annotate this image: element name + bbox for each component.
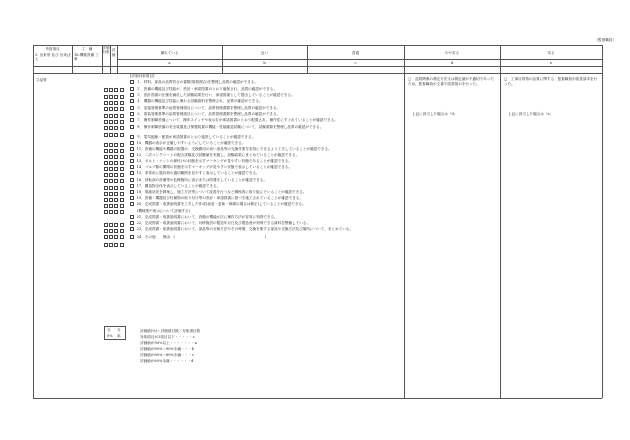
target-checkbox[interactable] [109,243,113,247]
item-checkbox[interactable] [130,93,134,97]
target-checkbox-group [104,99,125,104]
item-label: ９．電気配線・配管が承諾図書のとおり施設していることが確認できる。 [136,135,256,139]
col-divider-6 [307,45,308,73]
target-checkbox-group [104,80,125,85]
evaluation-item [130,153,299,158]
evaluation-item [130,190,306,195]
target-checkbox-group [104,202,125,207]
calc-label: 率 [117,334,121,338]
item-checkbox[interactable] [130,184,134,188]
target-checkbox[interactable] [120,243,124,247]
section-subheading: [評価対象項目] [130,74,155,78]
item-label: 11．設備の機能や機器の配置が、交換費用の高い部品等の交換作業を容易にできるよう工夫していることが確認できる。 [136,147,332,151]
target-checkbox-group [104,184,125,189]
criteria-row: 評価値が80%～90%未満・・・b [140,347,195,351]
item-label: 22．完成図書・取扱説明書において、対移施設の製造年月日及び製造者が判別できる資料を整備している。 [136,221,310,225]
grade-d-label: やや劣る [444,51,460,55]
evaluation-item [130,135,255,140]
item-label: 17．構造物全体を表示していることが確認できる。 [136,184,221,188]
item-label: 15．非常用に過負荷の適切範囲を見やすく表示していることが確認できる。 [136,171,260,175]
item-label: ８．操作制御設備の安全装置及び保護装置の機能・性能確認試験について、試験書類を整理し品質の確認ができる。 [136,125,324,129]
col-divider-4 [117,45,118,73]
evaluation-item [130,106,280,111]
header-col-score: 評価 [111,48,116,57]
target-checkbox-group [104,112,125,117]
evaluation-item [130,227,353,232]
grade-c-label: 普通 [351,51,360,55]
evaluation-item [130,112,280,117]
evaluation-item [130,165,292,170]
header-col-worktype: 工 種 [81,47,93,51]
item-checkbox[interactable] [130,118,134,122]
evaluation-item [130,141,245,146]
target-checkbox-group [104,147,125,152]
target-checkbox-group [104,221,125,226]
item-checkbox[interactable] [130,215,134,219]
evaluation-item [130,80,258,85]
target-checkbox-group [104,227,125,232]
grade-b-code: b [263,61,266,65]
target-checkbox-group [104,196,125,201]
target-checkbox[interactable] [114,243,118,247]
item-checkbox[interactable] [130,135,134,139]
item-checkbox[interactable] [130,153,134,157]
evaluation-item [130,196,303,201]
calc-label: 分 [107,327,111,332]
grade-a-label: 優れている [160,51,179,55]
item-label: 20．完成図書・取扱説明書を工夫した作成(表造・更新・修繕の場合は修正)していることが確認できる。 [136,202,306,206]
target-checkbox-group [104,165,125,170]
item-label: 13．ボルト・ナットの締付けの状態を示すマーキングが見やすい状態であることが確認できる。 [136,159,292,163]
item-label: 18．現地状況を勘案し、施工方法等について改善を行うなど積極的に取り組んでいることが確認できる。 [136,190,307,194]
item-label: 12．二次コンクリートの配合試験及び試験値を実施し、試験結果にまとめていることが確認できる。 [136,153,300,157]
item-label: 23．完成図書・取扱説明書において、部品等の点検方法やその時期、交換を要する部品や交換方法及び場所について、まとめている。 [136,227,353,231]
item-label: ３．設計図書の仕様を満足した試験結果を行い、承諾図書として提出していることが確認できる。 [136,93,295,97]
subheader-bottom-border [33,73,602,74]
evaluation-item [130,171,260,176]
target-checkbox-group [104,235,125,240]
item-label: ７．操作制御設備について、操作スイッチや表示灯が承諾図書のとおり配置され、操作性にすぐれていることが確認できる。 [136,118,338,122]
item-checkbox[interactable] [130,106,134,110]
item-label: １．材料、部品の品質符合の書類(規格照合)を整理し品質の確認ができる。 [136,80,258,84]
item-checkbox[interactable] [130,147,134,151]
col-divider-7 [404,45,405,398]
criteria-row: 評価値が90%以上・・・・・・・a [140,341,197,345]
item-label: ５．溶接管理基準の品質管理項目について、品質管理書類を整理し品質の確認ができる。 [136,106,281,110]
evaluation-item [130,125,323,130]
target-checkbox-group [104,118,125,123]
evaluation-item [130,202,306,207]
grade-e-code: e [549,61,553,65]
evaluation-item [130,118,338,123]
item-checkbox[interactable] [130,80,134,84]
target-checkbox-group [104,87,125,92]
evaluation-item [137,209,190,214]
item-label: 16．回転部の設備等の危険箇所に表示または防護をしていることが確認できる。 [136,178,267,182]
item-checkbox[interactable] [130,227,134,231]
table-right-border [602,45,603,398]
target-checkbox-group [104,106,125,111]
item-checkbox[interactable] [130,112,134,116]
target-checkbox-group [104,93,125,98]
item-label: 14．バルブ類の開閉の状態を示すマーキングが見やすい状態で表示していることが確認できる。 [136,165,292,169]
item-checkbox[interactable] [130,235,134,239]
header-col-worktype-value: 16.機械設備 工事 [74,53,99,62]
item-label: ６．塗装管理基準の品質管理項目について、品質管理書類を整理し品質の確認ができる。 [136,112,281,116]
form-label: （監督職員） [594,38,616,42]
evaluation-item [130,215,278,220]
target-checkbox-group [104,141,125,146]
item-checkbox[interactable] [130,171,134,175]
evaluation-item [130,99,263,104]
header-col-target: 評価対象 [102,46,110,55]
table-top-border [33,45,602,46]
target-checkbox-group [104,178,125,183]
grade-d-note: 上記に該当した場合は「d」 [412,112,458,116]
target-checkbox[interactable] [109,210,113,214]
item-label: 24．その他 理由：( ) [136,235,267,239]
evaluation-item [130,147,332,152]
target-checkbox-group [104,215,125,220]
criteria-row: 評価値が60%～80%未満・・・c [140,353,194,357]
item-label: ２．設備の機能及び性能が、設計・承諾図書のとおり確保され、品質の確認ができる。 [136,87,277,91]
calc-label: 分 [117,327,121,332]
item-checkbox[interactable] [130,202,134,206]
target-checkbox-group [104,125,125,130]
criteria-row: 評価値が60%未満・・・・・・d [140,359,194,363]
item-checkbox[interactable] [130,141,134,145]
header-col-category-value: 3. 出来形 及び 出来ばえ [35,53,71,62]
item-label: 19．設備・機器及び付属物の取り付け等の設計・承諾図書に基づき施工されていることが確認できる。 [136,196,303,200]
section-name: ②品質 [36,78,47,82]
grade-d-condition: □ 品質関係の測定方法又は測定値が不適切であったため、監督職員が文書で改善指示を行った。 [408,77,495,86]
header-bottom-border [33,66,602,67]
col-divider-5 [222,45,223,73]
target-checkbox-group [104,153,125,158]
item-checkbox[interactable] [130,159,134,163]
grade-header-divider [117,59,602,60]
target-checkbox[interactable] [120,210,124,214]
grade-c-code: c [354,61,357,65]
criteria-title: 評価値(%)＝評価項目数／対象項目数 [140,329,201,333]
table-left-border [33,45,34,398]
item-checkbox[interactable] [130,178,134,182]
calc-box [104,326,126,340]
target-checkbox[interactable] [114,210,118,214]
evaluation-item [130,87,277,92]
grade-e-label: 劣る [547,51,555,55]
criteria-row: 対象項目が2項目以下・・・・・c [140,335,195,339]
item-label: ４．機器の機能及び性能に係わる試験資料を整理され、品質の確認ができる。 [136,99,263,103]
target-checkbox-group [104,135,125,140]
item-checkbox[interactable] [130,190,134,194]
grade-b-label: 良い [260,51,269,55]
target-checkbox-group [104,171,125,176]
item-checkbox[interactable] [130,99,134,103]
calc-unit: 0% [107,334,113,338]
header-col-category: 考査項目 [45,47,60,51]
evaluation-item [130,93,295,98]
grade-d-code: d [450,61,454,65]
target-checkbox[interactable] [104,243,108,247]
grade-e-note: 上記に該当した場合は「e」 [508,112,554,116]
evaluation-item [130,159,292,164]
item-checkbox[interactable] [130,125,134,129]
table-bottom-border [33,398,602,399]
item-checkbox[interactable] [130,165,134,169]
item-checkbox[interactable] [130,87,134,91]
col-divider-8 [500,45,501,398]
item-label: 10．機器の表示が正確しやすいようにしていることが確認できる。 [136,141,246,145]
target-checkbox-group [104,159,125,164]
grade-a-code: a [168,61,171,65]
evaluation-item [130,235,266,240]
evaluation-item [130,178,267,183]
target-checkbox-group [104,190,125,195]
grade-e-condition: □ 工事目的物の品質に関する、監督職員が改善請求を行った。 [504,77,598,86]
item-label: (機械集中表示について評価する) [137,209,191,213]
item-label: 21．完成図書・取扱説明書において、設備の機能が次に操作方法が容易に判別できる。 [136,215,278,219]
evaluation-item [130,221,310,226]
evaluation-item [130,184,220,189]
item-checkbox[interactable] [130,221,134,225]
target-checkbox[interactable] [104,210,108,214]
item-checkbox[interactable] [130,196,134,200]
